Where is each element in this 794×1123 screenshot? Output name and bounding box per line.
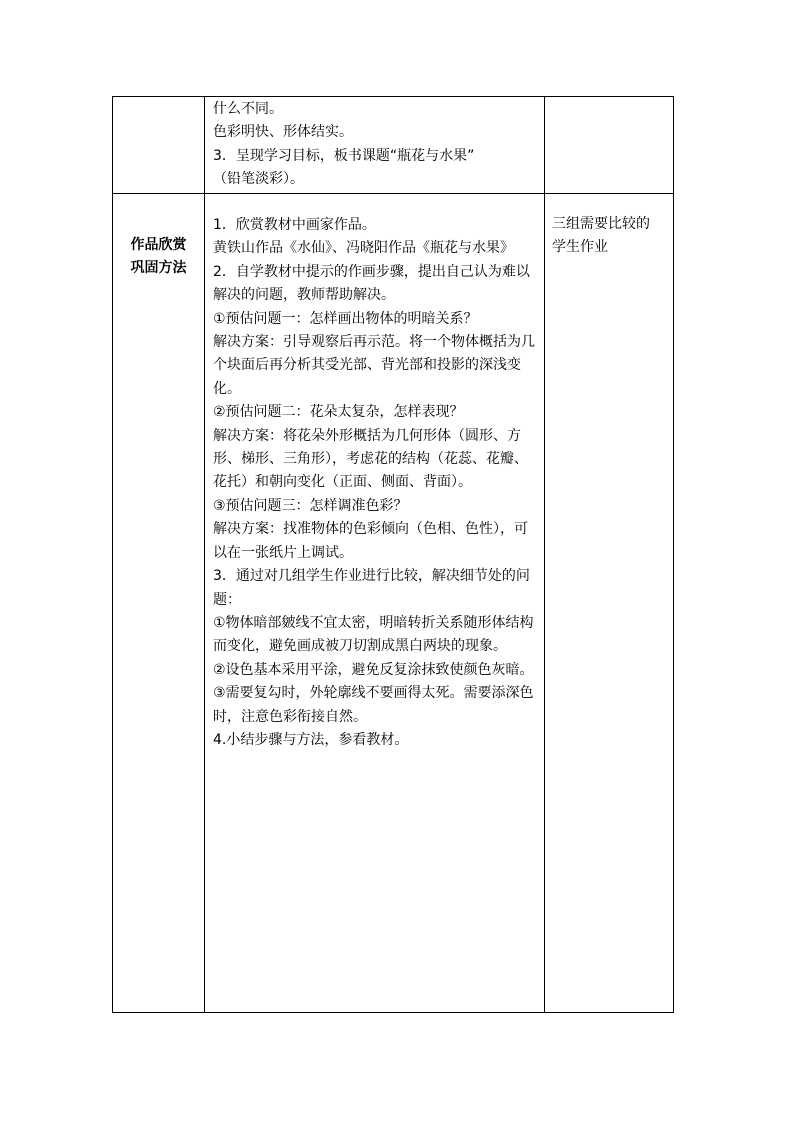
- continued-line-3: 3．呈现学习目标，板书课题“瓶花与水果”: [213, 147, 475, 164]
- note-line-2: 学生作业: [552, 239, 608, 256]
- paragraph-14: 4.小结步骤与方法，参看教材。: [213, 731, 409, 748]
- paragraph-13: ③需要复勾时，外轮廓线不要画得太死。需要添深色时，注意色彩衔接自然。: [213, 685, 534, 725]
- stage-label-line-1: 作品欣赏: [130, 237, 187, 253]
- paragraph-7: 解决方案：将花朵外形概括为几何形体（圆形、方形、梯形、三角形），考虑花的结构（花蕊、花瓣、花托）和朝向变化（正面、侧面、背面）。: [213, 427, 528, 491]
- paragraph-12: ②设色基本采用平涂，避免反复涂抹致使颜色灰暗。: [213, 661, 534, 678]
- paragraph-8: ③预估问题三：怎样调准色彩？: [213, 497, 408, 514]
- note-cell-empty: [545, 97, 674, 194]
- note-cell: [545, 194, 674, 1013]
- lesson-plan-table: [112, 96, 674, 1013]
- continued-line-4: （铅笔淡彩）。: [213, 171, 304, 188]
- paragraph-10: 3．通过对几组学生作业进行比较，解决细节处的问题：: [213, 568, 530, 608]
- stage-cell: [113, 194, 205, 1013]
- paragraph-3: 2．自学教材中提示的作画步骤，提出自己认为难以解决的问题，教师帮助解决。: [213, 263, 530, 304]
- table-row-continued: [113, 97, 674, 194]
- paragraph-5: 解决方案：引导观察后再示范。将一个物体概括为几个块面后再分析其受光部、背光部和投影的深浅变化。: [213, 334, 535, 397]
- content-cell: [205, 194, 545, 1013]
- table-row-appreciation: [113, 194, 674, 1013]
- stage-cell-empty: [113, 97, 205, 194]
- continued-line-1: 什么不同。: [213, 101, 283, 117]
- content-cell-continued: [205, 97, 545, 194]
- paragraph-4: ①预估问题一：怎样画出物体的明暗关系？: [213, 310, 478, 327]
- paragraph-11: ①物体暗部皴线不宜太密，明暗转折关系随形体结构而变化，避免画成被刀切割成黑白两块的现象。: [213, 614, 534, 655]
- continued-line-2: 色彩明快、形体结实。: [213, 124, 353, 141]
- paragraph-6: ②预估问题二：花朵太复杂，怎样表现？: [213, 404, 464, 421]
- note-line-1: 三组需要比较的: [552, 216, 650, 232]
- stage-label-line-2: 巩固方法: [130, 260, 187, 277]
- paragraph-1: 1．欣赏教材中画家作品。: [213, 217, 376, 233]
- paragraph-2: 黄铁山作品《水仙》、冯晓阳作品《瓶花与水果》: [213, 240, 514, 257]
- paragraph-9: 解决方案：找准物体的色彩倾向（色相、色性），可以在一张纸片上调试。: [213, 521, 528, 561]
